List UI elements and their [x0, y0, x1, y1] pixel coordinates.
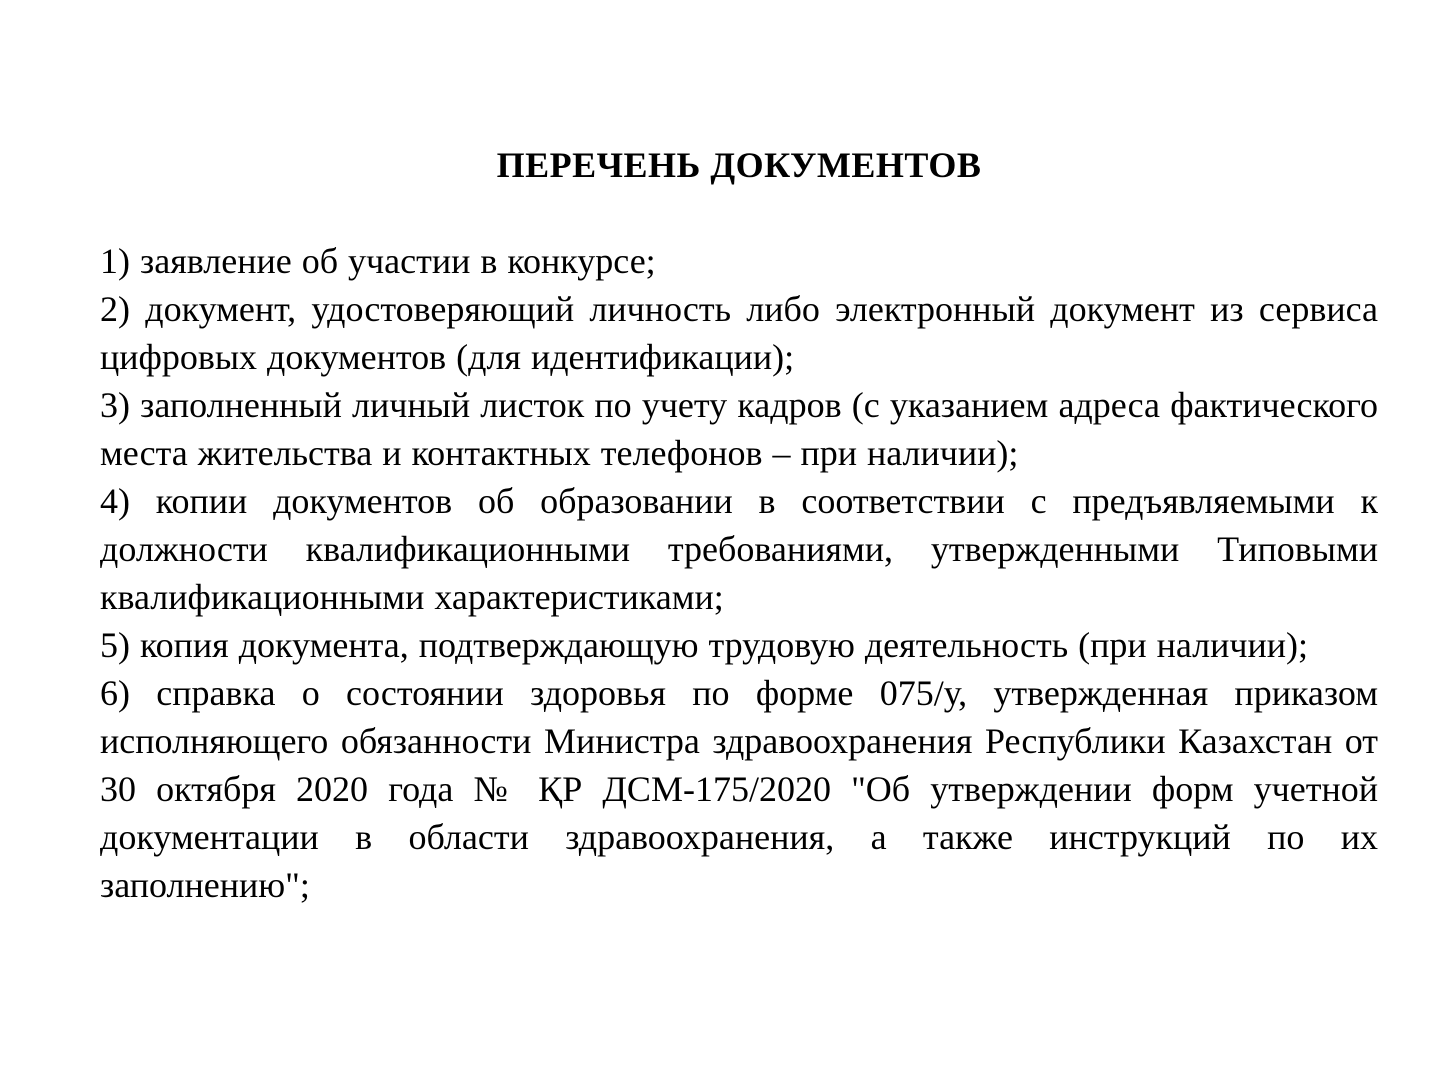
list-item-6: 6) справка о состоянии здоровья по форме 075/у, утвержденная приказом исполняющего обязанности Министра здравоохранения Республики Казахстан от 30 октября 2020 года № ҚР ДСМ-175/2020 "Об утверждении форм учетной документации в области здравоохранения, а также инструкций по их заполнению";	[100, 673, 1378, 905]
list-item-4: 4) копии документов об образовании в соответствии с предъявляемыми к должности квалификационными требованиями, утвержденными Типовыми квалификационными характеристиками;	[100, 481, 1378, 617]
list-item-3: 3) заполненный личный листок по учету кадров (с указанием адреса фактического места жительства и контактных телефонов – при наличии);	[100, 385, 1378, 473]
document-body	[100, 237, 1378, 909]
list-item-2: 2) документ, удостоверяющий личность либо электронный документ из сервиса цифровых документов (для идентификации);	[100, 289, 1378, 377]
list-item-1: 1) заявление об участии в конкурсе;	[100, 241, 656, 281]
document-title: ПЕРЕЧЕНЬ ДОКУМЕНТОВ	[496, 145, 982, 185]
list-item-5: 5) копия документа, подтверждающую трудовую деятельность (при наличии);	[100, 625, 1309, 665]
